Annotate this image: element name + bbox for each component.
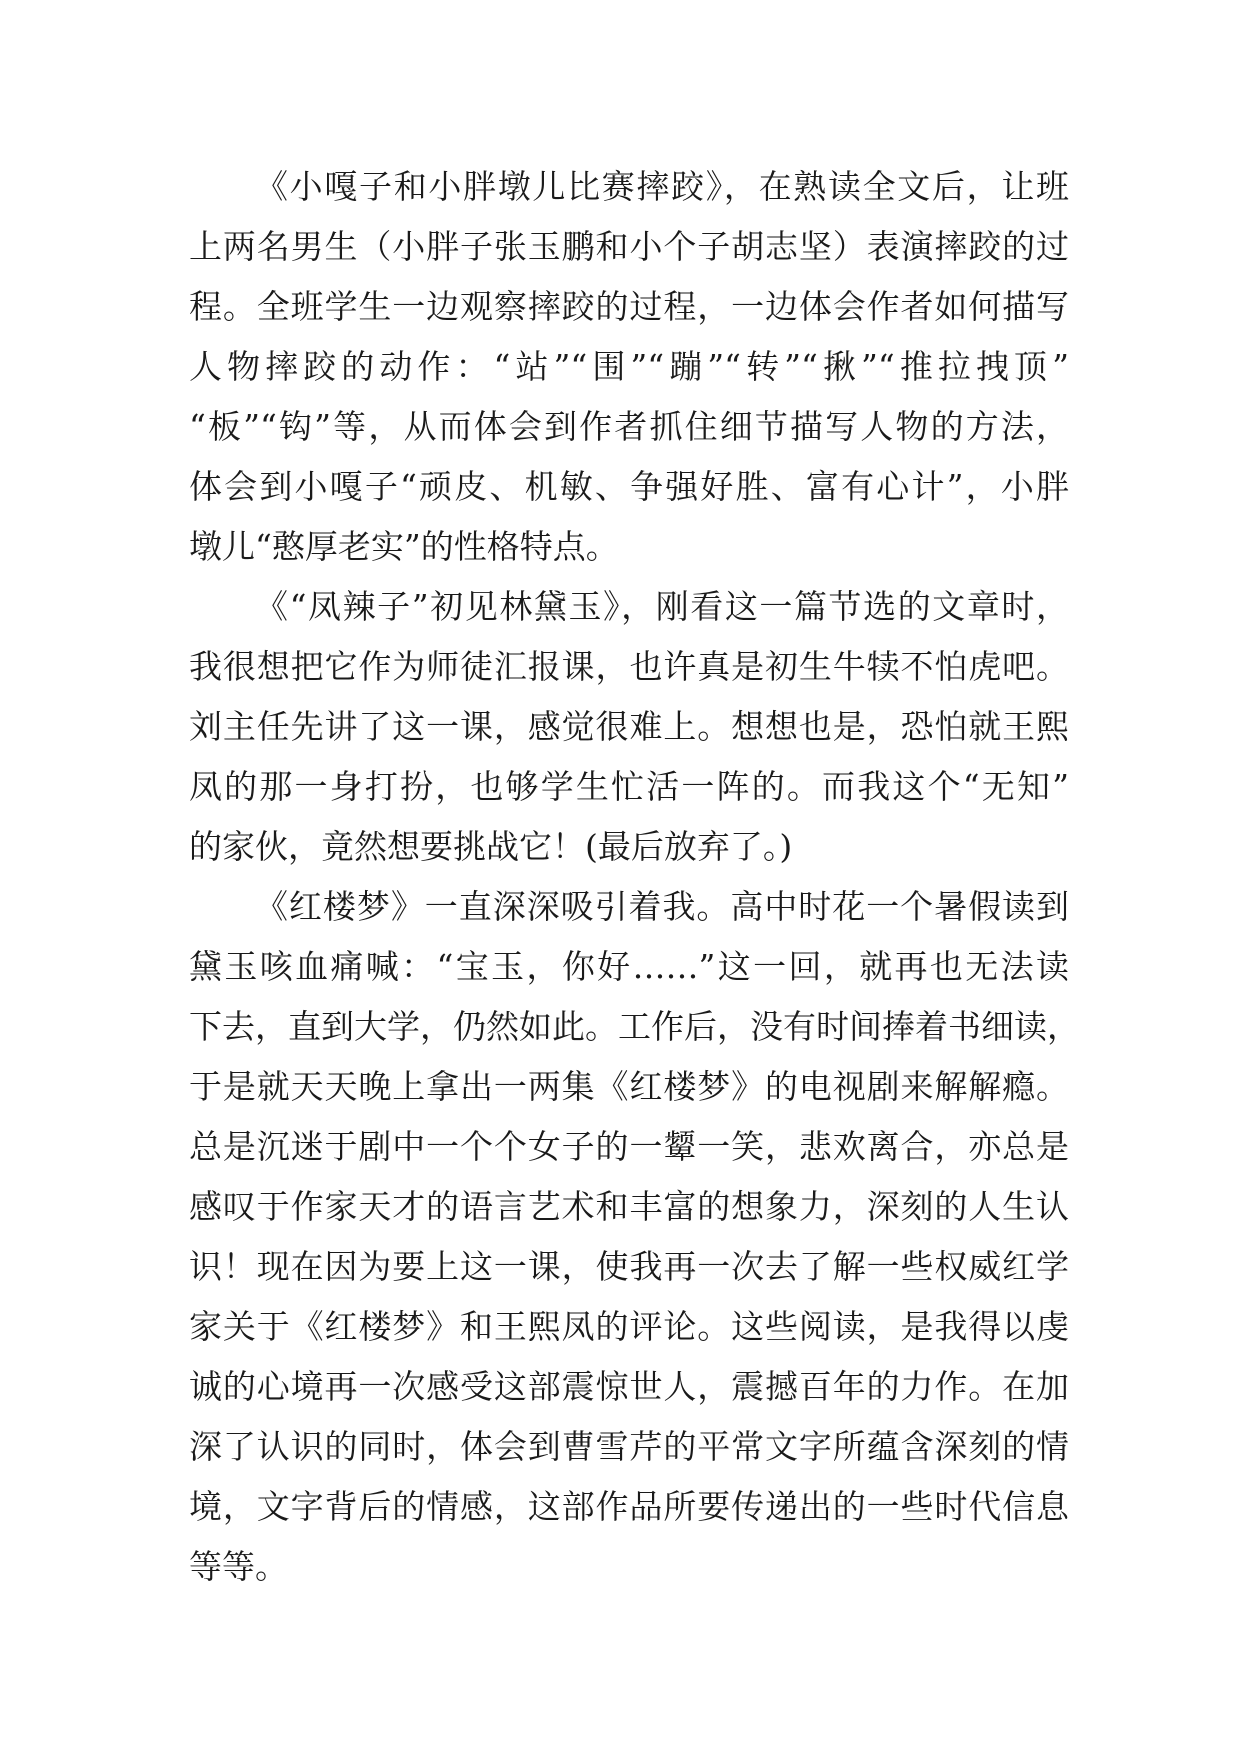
paragraph-line: 识！现在因为要上这一课，使我再一次去了解一些权威红学 bbox=[189, 1247, 1069, 1286]
paragraph-line: 等等。 bbox=[189, 1547, 288, 1586]
paragraph-line: 刘主任先讲了这一课，感觉很难上。想想也是，恐怕就王熙 bbox=[189, 707, 1069, 746]
paragraph-line: 境，文字背后的情感，这部作品所要传递出的一些时代信息 bbox=[189, 1487, 1069, 1526]
paragraph-line: 家关于《红楼梦》和王熙凤的评论。这些阅读，是我得以虔 bbox=[189, 1307, 1069, 1346]
paragraph-line: 程。全班学生一边观察摔跤的过程，一边体会作者如何描写 bbox=[189, 287, 1069, 326]
paragraph-line: 深了认识的同时，体会到曹雪芹的平常文字所蕴含深刻的情 bbox=[189, 1427, 1069, 1466]
paragraph-line: 人物摔跤的动作：“站”“围”“蹦”“转”“揪”“推拉拽顶” bbox=[189, 347, 1069, 386]
paragraph-line: 体会到小嘎子“顽皮、机敏、争强好胜、富有心计”，小胖 bbox=[189, 467, 1069, 506]
paragraph-line: 感叹于作家天才的语言艺术和丰富的想象力，深刻的人生认 bbox=[189, 1187, 1069, 1226]
paragraph-line: 《小嘎子和小胖墩儿比赛摔跤》，在熟读全文后，让班 bbox=[255, 167, 1069, 206]
paragraph-line: 《红楼梦》一直深深吸引着我。高中时花一个暑假读到 bbox=[255, 887, 1069, 926]
paragraph-line: 我很想把它作为师徒汇报课，也许真是初生牛犊不怕虎吧。 bbox=[189, 647, 1069, 686]
paragraph-line: 墩儿“憨厚老实”的性格特点。 bbox=[189, 527, 619, 566]
paragraph-line: 凤的那一身打扮，也够学生忙活一阵的。而我这个“无知” bbox=[189, 767, 1069, 806]
paragraph-line: 下去，直到大学，仍然如此。工作后，没有时间捧着书细读， bbox=[189, 1007, 1080, 1046]
paragraph-line: 的家伙，竟然想要挑战它！(最后放弃了。) bbox=[189, 827, 793, 866]
paragraph-line: 《“凤辣子”初见林黛玉》，刚看这一篇节选的文章时， bbox=[255, 587, 1069, 626]
paragraph-line: 于是就天天晚上拿出一两集《红楼梦》的电视剧来解解瘾。 bbox=[189, 1067, 1069, 1106]
paragraph-line: “板”“钩”等，从而体会到作者抓住细节描写人物的方法， bbox=[189, 407, 1069, 446]
paragraph-line: 诚的心境再一次感受这部震惊世人，震撼百年的力作。在加 bbox=[189, 1367, 1069, 1406]
paragraph-line: 黛玉咳血痛喊：“宝玉，你好……”这一回，就再也无法读 bbox=[189, 947, 1069, 986]
paragraph-line: 总是沉迷于剧中一个个女子的一颦一笑，悲欢离合，亦总是 bbox=[189, 1127, 1069, 1166]
paragraph-line: 上两名男生（小胖子张玉鹏和小个子胡志坚）表演摔跤的过 bbox=[189, 227, 1069, 266]
